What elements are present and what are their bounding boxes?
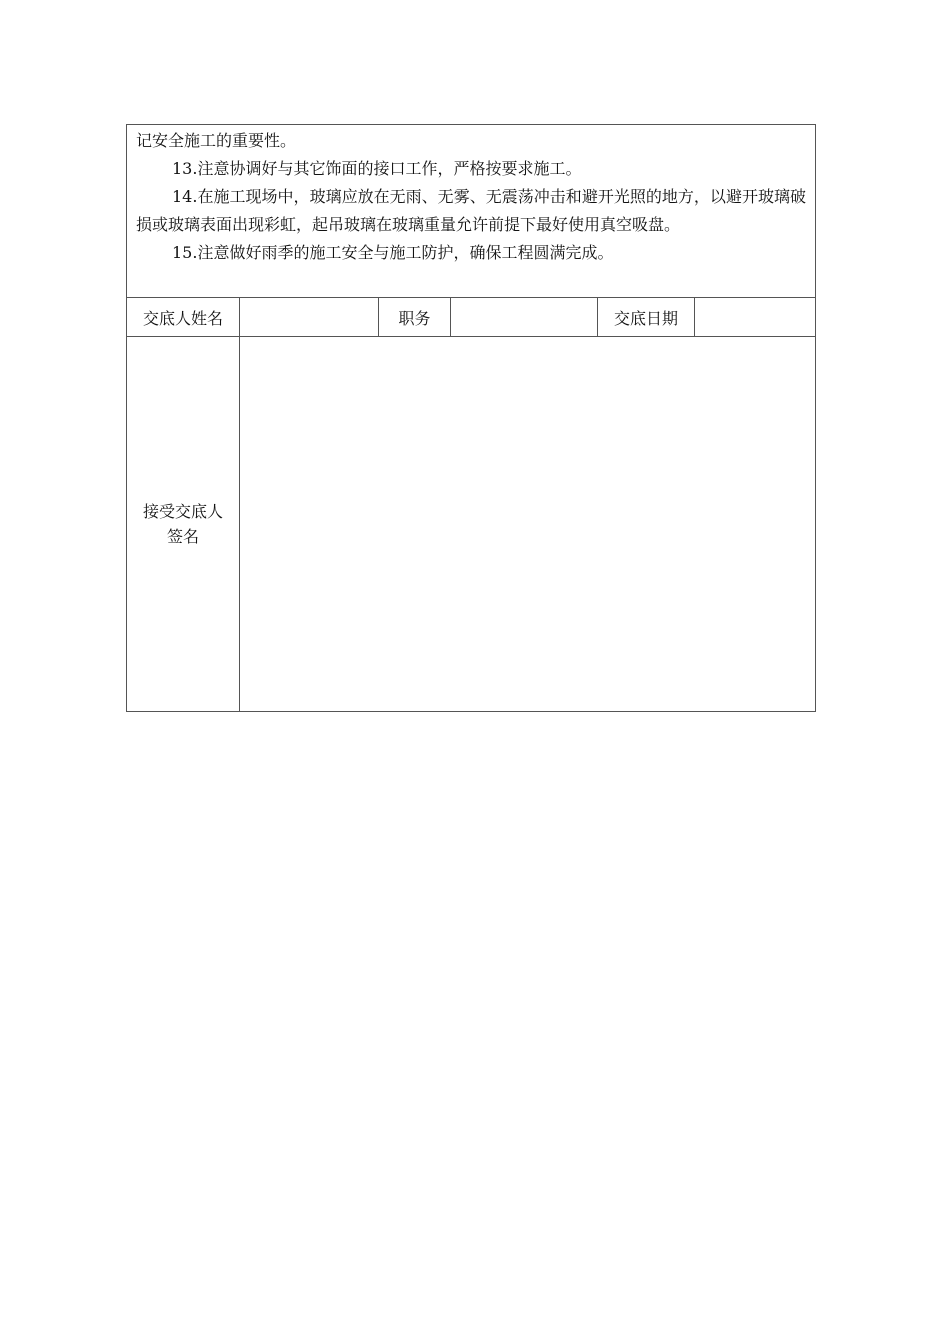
content-paragraph-15: 15.注意做好雨季的施工安全与施工防护，确保工程圆满完成。 xyxy=(172,243,614,262)
disclosure-table xyxy=(126,124,816,712)
sign-row xyxy=(127,337,816,712)
receiver-signature-label xyxy=(127,337,240,712)
receiver-signature-label-line1: 接受交底人 xyxy=(142,502,223,521)
disclosure-date-label: 交底日期 xyxy=(598,298,695,337)
discloser-name-field[interactable] xyxy=(240,298,379,337)
receiver-signature-area[interactable] xyxy=(240,337,816,712)
content-cell xyxy=(127,125,816,298)
disclosure-date-field[interactable] xyxy=(695,298,816,337)
content-paragraph: 记安全施工的重要性。 xyxy=(136,131,297,150)
discloser-name-label: 交底人姓名 xyxy=(127,298,240,337)
receiver-signature-label-line2: 签名 xyxy=(166,527,199,546)
position-label: 职务 xyxy=(379,298,451,337)
content-row xyxy=(127,125,816,298)
info-row xyxy=(127,298,816,337)
content-paragraph-13: 13.注意协调好与其它饰面的接口工作，严格按要求施工。 xyxy=(172,159,582,178)
content-paragraph-14: 14.在施工现场中，玻璃应放在无雨、无雾、无震荡冲击和避开光照的地方，以避开玻璃破损或玻璃表面出现彩虹，起吊玻璃在玻璃重量允许前提下最好使用真空吸盘。 xyxy=(136,187,807,234)
position-field[interactable] xyxy=(451,298,598,337)
